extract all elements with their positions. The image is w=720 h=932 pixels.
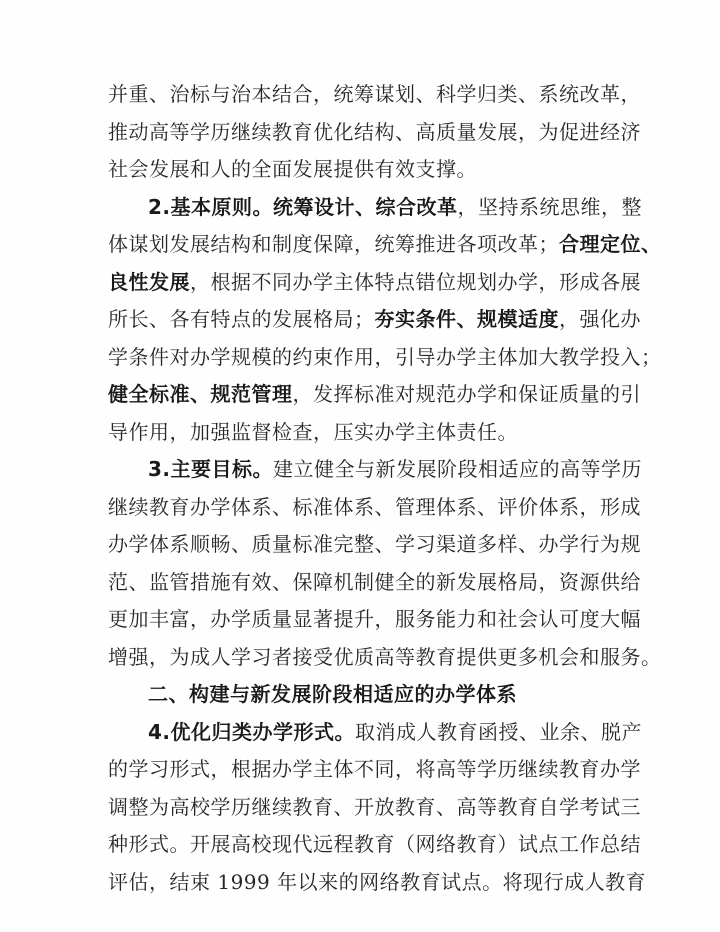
paragraph-line [108,601,641,639]
forms-heading-line [108,714,643,752]
paragraph-line [108,376,641,414]
bold-heading-optimize-forms: 4.优化归类办学形式。 [148,719,356,744]
text-run: ，坚持系统思维，整 [457,194,643,219]
paragraph-line [108,826,641,864]
text-run: 增强，为成人学习者接受优质高等教育提供更多机会和服务。 [108,644,662,669]
paragraph-line [108,226,662,264]
text-run: 社会发展和人的全面发展提供有效支撑。 [108,157,477,181]
text-run: 种形式。开展高校现代远程教育（网络教育）试点工作总结 [108,832,641,856]
text-run: 评估，结束 1999 年以来的网络教育试点。将现行成人教育 [108,869,647,894]
text-run: 办学体系顺畅、质量标准完整、学习渠道多样、办学行为规 [108,532,641,556]
text-run: 更加丰富，办学质量显著提升，服务能力和社会认可度大幅 [108,607,641,631]
bold-heading-main-goals: 3.主要目标。 [148,457,274,481]
bold-phrase: 夯实条件、规模适度 [374,307,559,331]
text-run: 取消成人教育函授、业余、脱产 [355,719,643,744]
paragraph-line [108,264,641,302]
paragraph-line [108,789,641,827]
bold-phrase: 合理定位、 [559,232,662,256]
bold-phrase: 健全标准、规范管理 [108,382,293,406]
text-run: 调整为高校学历继续教育、开放教育、高等教育自学考试三 [108,794,641,819]
text-run: 的学习形式，根据办学主体不同，将高等学历继续教育办学 [108,757,641,781]
paragraph-line [108,489,641,527]
paragraph-line [108,864,647,902]
paragraph-line [108,151,618,189]
text-run: ，根据不同办学主体特点错位规划办学，形成各展 [190,269,641,294]
paragraph-line [108,114,641,152]
section-heading [108,676,618,714]
text-run: 推动高等学历继续教育优化结构、高质量发展，为促进经济 [108,119,641,144]
goals-heading-line [108,451,643,489]
paragraph-line [108,526,641,564]
text-run: 继续教育办学体系、标准体系、管理体系、评价体系，形成 [108,494,641,519]
bold-phrase: 良性发展 [108,269,190,294]
principle-heading-line [108,189,643,227]
paragraph-line [108,414,618,452]
text-run: 范、监管措施有效、保障机制健全的新发展格局，资源供给 [108,569,641,594]
text-run: 并重、治标与治本结合，统筹谋划、科学归类、系统改革， [108,82,641,106]
paragraph-line [108,639,662,677]
text-run: 学条件对办学规模的约束作用，引导办学主体加大教学投入； [108,344,662,369]
document-body [108,76,662,901]
text-run: 导作用，加强监督检查，压实办学主体责任。 [108,419,518,444]
paragraph-line [108,76,641,114]
paragraph-line [108,339,662,377]
text-run: 所长、各有特点的发展格局； [108,307,375,331]
text-run: ，发挥标准对规范办学和保证质量的引 [292,382,641,406]
text-run: ，强化办 [559,307,641,331]
bold-heading-basic-principles: 2.基本原则。统筹设计、综合改革 [148,194,458,219]
text-run: 体谋划发展结构和制度保障，统筹推进各项改革； [108,232,559,256]
paragraph-line [108,751,641,789]
section-title: 二、构建与新发展阶段相适应的办学体系 [148,682,517,706]
text-run: 建立健全与新发展阶段相适应的高等学历 [273,457,643,481]
paragraph-line [108,564,641,602]
paragraph-line [108,301,641,339]
